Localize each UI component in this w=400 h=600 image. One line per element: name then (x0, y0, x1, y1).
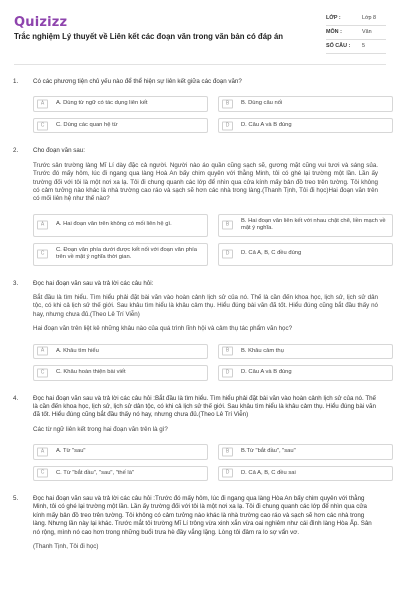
option-text: D. Câu A và B đúng (241, 121, 292, 128)
answer-option[interactable] (218, 96, 393, 112)
option-letter-box: A (37, 347, 48, 356)
question-item (0, 395, 400, 482)
question-list (0, 78, 400, 565)
meta-value: Lớp 8 (362, 14, 377, 21)
question-number: 1. (13, 78, 19, 85)
question-passage: Trước sân trường làng Mĩ Lí dày đặc cả người. Người nào áo quần cũng sạch sẽ, gương mặt cũng vui tươi và sáng sủa. Trước đó mấy hôm, lúc đi ngang qua làng Hoà An bấy chim quyên với thằng Minh, tôi có ghé lại trường một lần. Lần ấy trường đối với tôi là một nơi xa lạ. Tôi đi chung quanh các lớp để nhìn qua cửa kính mấy bản đồ treo trên tường. Tôi không có cảm tưởng nào khác là nhà trường cao ráo và sạch sẽ hơn các nhà trong làng.(Thanh Tịnh, Tôi đi học)Hai đoạn văn trên có mối liên hệ như thế nào? (33, 161, 378, 203)
meta-table (326, 12, 386, 54)
option-letter-box: C (37, 250, 48, 259)
answer-option[interactable] (33, 214, 208, 237)
option-text: B. Khâu cảm thụ (241, 347, 284, 354)
option-text: C. Khâu hoàn thiện bài viết (56, 369, 126, 376)
question-number: 2. (13, 147, 19, 155)
answer-options (33, 444, 378, 481)
option-letter-box: B (222, 100, 233, 109)
option-letter-box: D (222, 469, 233, 478)
answer-option[interactable] (218, 214, 393, 237)
question-passage: Hai đoạn văn trên liệt kê những khâu nào của quá trình lĩnh hội và cảm thụ tác phẩm văn học? (33, 325, 293, 333)
answer-options (33, 214, 386, 266)
option-text: C. Từ "bắt đầu", "sau", "thế là" (56, 469, 134, 476)
question-number: 3. (13, 279, 19, 287)
meta-key: MÔN : (326, 28, 342, 35)
option-text: D. Cả A, B, C đều đúng (241, 250, 302, 257)
option-text: B. Dùng câu nối (241, 100, 283, 107)
answer-option[interactable] (218, 344, 393, 360)
answer-option[interactable] (33, 444, 208, 460)
answer-option[interactable] (218, 118, 393, 134)
question-item (0, 280, 400, 381)
question-passage: (Thanh Tịnh, Tôi đi học) (33, 542, 99, 550)
answer-option[interactable] (33, 466, 208, 482)
answer-options (33, 96, 378, 133)
meta-key: LỚP : (326, 14, 341, 21)
question-item (0, 147, 400, 265)
answer-option[interactable] (33, 96, 208, 112)
question-text: Đọc hai đoạn văn sau và trả lời các câu hỏi: (33, 279, 154, 287)
option-letter-box: C (37, 121, 48, 130)
question-text: Đọc hai đoạn văn sau và trả lời các câu hỏi :Bắt đầu là tìm hiểu. Tìm hiểu phải đặt bài văn vào hoàn cảnh lịch sử của nó. Thế là cần đến khoa học, lịch sử, lịch sử dân tộc, có khi cả lịch sử thế giới. Sau khâu tìm hiểu là khâu cảm thụ. Hiểu đúng bài văn đã tốt. Hiểu đúng cũng bắt đầu thấy nó hay, nhưng chưa đủ.(Theo Lê Trí Viễn) (33, 394, 376, 419)
option-text: C. Dùng các quan hệ từ (56, 121, 118, 128)
quizizz-logo: Quizizz (14, 15, 68, 30)
meta-row-count (326, 40, 386, 54)
option-text: A. Khâu tìm hiểu (56, 347, 99, 354)
header (0, 0, 400, 62)
meta-value: 5 (362, 42, 365, 49)
header-divider (14, 64, 386, 65)
answer-option[interactable] (33, 243, 208, 266)
option-text: B. Hai đoạn văn liên kết với nhau chặt chẽ, liền mạch về mặt ý nghĩa. (241, 217, 386, 232)
option-letter-box: A (37, 221, 48, 230)
answer-option[interactable] (33, 118, 208, 134)
question-text: Đọc hai đoạn văn sau và trả lời các câu hỏi :Trước đó mấy hôm, lúc đi ngang qua làng Hòa An bấy chim quyên với thằng Minh, tôi có ghé lại trường một lần. Lần ấy trường đối với tôi là một nơi xa lạ. Tôi đi chung quanh các lớp để nhìn qua cửa kính mấy bản đồ treo trên tường. Tôi không có cảm tưởng nào khác là nhà trường cao ráo và sạch sẽ hơn các nhà trong làng. Nhưng lần này lại khác. Trước mắt tôi trường Mĩ Lí trông vừa xinh xắn vừa oai nghiêm như cái đình làng Hòa Ấp. Sân nó rộng, mình nó cao hơn trong những buổi trưa hè đầy vắng lặng. Lòng tôi đâm ra lo sợ vẩn vơ. (33, 495, 372, 536)
option-letter-box: D (222, 368, 233, 377)
option-letter-box: B (222, 347, 233, 356)
option-text: D. Cả A, B, C đều sai (241, 469, 296, 476)
meta-row-subject (326, 26, 386, 40)
option-text: A. Dùng từ ngữ có tác dụng liên kết (56, 100, 148, 107)
option-letter-box: A (37, 100, 48, 109)
answer-option[interactable] (218, 466, 393, 482)
option-text: C. Đoạn văn phía dưới được kết nối với đoạn văn phía trên về mặt ý nghĩa thời gian. (56, 246, 197, 261)
question-number: 5. (13, 495, 19, 503)
option-letter-box: A (37, 447, 48, 456)
option-letter-box: B (222, 221, 233, 230)
option-text: D. Câu A và B đúng (241, 369, 292, 376)
question-number: 4. (13, 394, 19, 402)
option-text: A. Hai đoạn văn trên không có mối liên hệ gì. (56, 221, 172, 228)
answer-option[interactable] (218, 444, 393, 460)
question-item (0, 78, 400, 133)
option-letter-box: D (222, 121, 233, 130)
option-letter-box: C (37, 368, 48, 377)
option-letter-box: D (222, 250, 233, 259)
option-text: A. Từ "sau" (56, 448, 86, 454)
answer-option[interactable] (33, 365, 208, 381)
question-text: Cho đoạn văn sau: (33, 147, 85, 155)
question-passage: Các từ ngữ liên kết trong hai đoạn văn trên là gì? (33, 425, 168, 433)
answer-option[interactable] (218, 243, 393, 266)
option-letter-box: C (37, 469, 48, 478)
question-item (0, 495, 400, 551)
question-text: Có các phương tiện chủ yếu nào để thể hiện sự liên kết giữa các đoạn văn? (33, 78, 242, 85)
meta-row-grade (326, 12, 386, 26)
question-passage: Bắt đầu là tìm hiểu. Tìm hiểu phải đặt bài văn vào hoàn cảnh lịch sử của nó. Thế là cần đến khoa học, lịch sử, lịch sử dân tộc, có khi cả lịch sử thế giới. Sau khâu tìm hiểu là khâu cảm thụ. Hiểu đúng bài văn đã tốt. Hiểu đúng cũng bắt đầu thấy nó hay, nhưng chưa đủ.(Theo Lê Trí Viễn) (33, 294, 378, 318)
answer-option[interactable] (33, 344, 208, 360)
option-letter-box: B (222, 447, 233, 456)
meta-key: SỐ CÂU : (326, 42, 351, 49)
answer-option[interactable] (218, 365, 393, 381)
meta-value: Văn (362, 28, 372, 35)
page-title: Trắc nghiệm Lý thuyết về Liên kết các đoạn văn trong văn bản có đáp án (14, 32, 284, 41)
answer-options (33, 344, 378, 381)
option-text: B.Từ "bắt đầu", "sau" (241, 448, 296, 454)
